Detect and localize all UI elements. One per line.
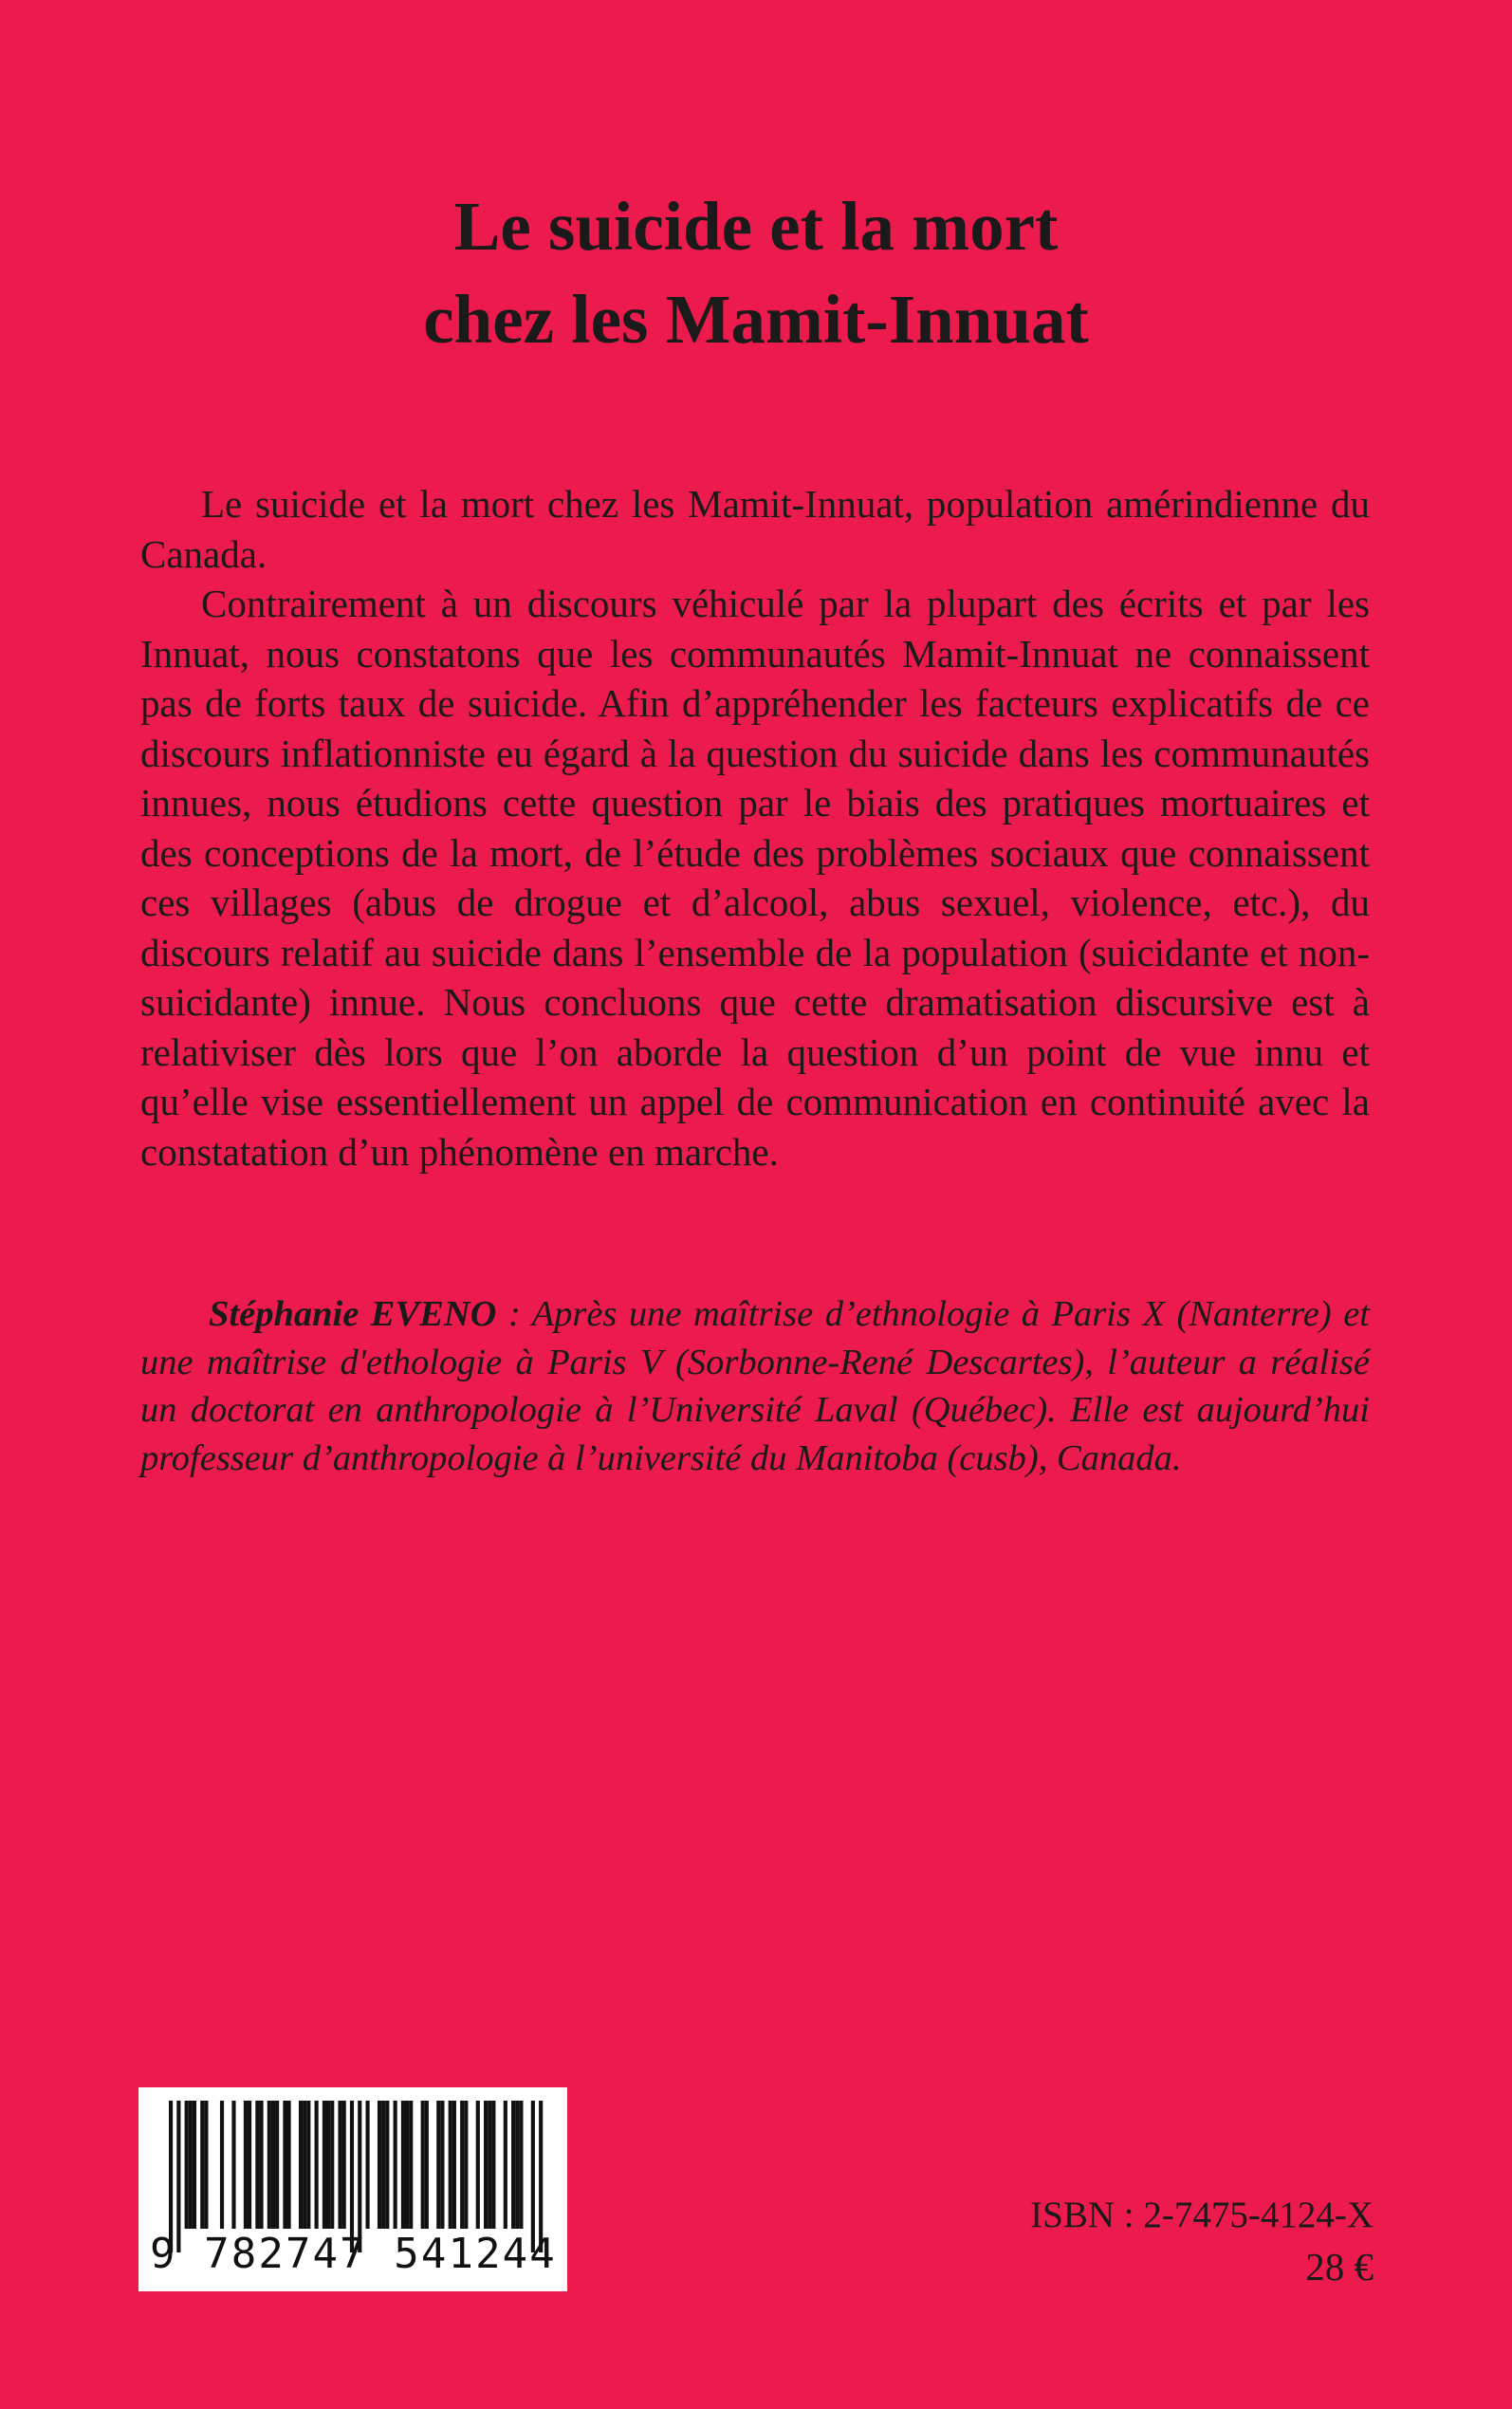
barcode-bar bbox=[299, 2101, 303, 2229]
book-title-line-2: chez les Mamit-Innuat bbox=[423, 281, 1089, 358]
barcode-bar bbox=[220, 2101, 224, 2229]
barcode-bar bbox=[315, 2101, 319, 2229]
barcode-bar bbox=[338, 2101, 341, 2229]
barcode-bar bbox=[323, 2101, 326, 2229]
barcode-bar bbox=[421, 2101, 425, 2229]
barcode-digits: 9 782747 541244 bbox=[150, 2230, 557, 2278]
barcode-bar bbox=[204, 2101, 208, 2229]
barcode-bar bbox=[511, 2101, 515, 2229]
barcode-bar bbox=[385, 2101, 389, 2229]
book-title bbox=[0, 180, 1512, 366]
barcode-bar bbox=[460, 2101, 464, 2229]
barcode-bar bbox=[193, 2101, 196, 2229]
author-bio bbox=[140, 1290, 1370, 1482]
barcode bbox=[138, 2087, 567, 2291]
barcode-bar bbox=[303, 2101, 306, 2229]
barcode-bar bbox=[401, 2101, 405, 2229]
barcode-bar bbox=[515, 2101, 519, 2229]
barcode-bar bbox=[248, 2101, 251, 2229]
barcode-bar bbox=[259, 2101, 263, 2229]
barcode-bar bbox=[271, 2101, 275, 2229]
barcode-bar bbox=[452, 2101, 456, 2229]
barcode-bar bbox=[449, 2101, 452, 2229]
isbn: ISBN : 2-7475-4124-X bbox=[1030, 2195, 1374, 2235]
author-name: Stéphanie EVENO bbox=[209, 1294, 497, 1334]
barcode-bar bbox=[378, 2101, 381, 2229]
barcode-bar bbox=[185, 2101, 189, 2229]
barcode-bar bbox=[436, 2101, 440, 2229]
summary-paragraph-2: Contrairement à un discours véhiculé par la plupart des écrits et par les Innuat, nous constatons que les communautés Mamit-Innuat ne connaissent pas de forts taux de suicide. Afin d’appréhender les facteurs explicatifs de ce discours inflationniste eu égard à la question du suicide dans les communautés innues, nous étudions cette question par le biais des pratiques mortuaires et des conceptions de la mort, de l’étude des problèmes sociaux que connaissent ces villages (abus de drogue et d’alcool, abus sexuel, violence, etc.), du discours relatif au suicide dans l’ensemble de la population (suicidante et non-suicidante) innue. Nous concluons que cette dramatisation discursive est à relativiser dès lors que l’on aborde la question d’un point de vue innu et qu’elle vise essentiellement un appel de communication en continuité avec la constatation d’un phénomène en marche. bbox=[140, 582, 1370, 1174]
barcode-bar bbox=[491, 2101, 495, 2229]
book-title-line-1: Le suicide et la mort bbox=[453, 188, 1059, 265]
barcode-bar bbox=[287, 2101, 291, 2229]
summary bbox=[140, 479, 1370, 1177]
barcode-bar bbox=[231, 2101, 235, 2229]
barcode-bar bbox=[484, 2101, 488, 2229]
barcode-bar bbox=[394, 2101, 397, 2229]
barcode-bar bbox=[504, 2101, 507, 2229]
barcode-bar bbox=[381, 2101, 385, 2229]
barcode-bar bbox=[200, 2101, 204, 2229]
barcode-bar bbox=[409, 2101, 413, 2229]
price: 28 € bbox=[1305, 2245, 1374, 2289]
barcode-bar bbox=[342, 2101, 346, 2229]
barcode-bar bbox=[306, 2101, 310, 2229]
barcode-bar bbox=[255, 2101, 259, 2229]
barcode-bar bbox=[267, 2101, 271, 2229]
barcode-bar bbox=[488, 2101, 491, 2229]
barcode-bar bbox=[189, 2101, 193, 2229]
summary-paragraph-1: Le suicide et la mort chez les Mamit-Innuat, population amérindienne du Canada. bbox=[140, 482, 1370, 576]
barcode-bar bbox=[476, 2101, 480, 2229]
barcode-bar bbox=[283, 2101, 286, 2229]
barcode-bar bbox=[405, 2101, 409, 2229]
author-bio-paragraph bbox=[140, 1290, 1370, 1482]
barcode-bar bbox=[244, 2101, 248, 2229]
barcode-bar bbox=[326, 2101, 330, 2229]
barcode-bar bbox=[275, 2101, 279, 2229]
barcode-bar bbox=[519, 2101, 523, 2229]
barcode-bar bbox=[440, 2101, 444, 2229]
barcode-bar bbox=[366, 2101, 370, 2229]
author-bio-text: : Après une maîtrise d’ethnologie à Paris X (Nanterre) et une maîtrise d'ethologie à Paris V (Sorbonne-René Descartes), l’auteur a réalisé un doctorat en anthropologie à l’Université Laval (Québec). Elle est aujourd’hui professeur d’anthropologie à l’université du Manitoba (cusb), Canada. bbox=[140, 1294, 1370, 1478]
barcode-bar bbox=[464, 2101, 468, 2229]
barcode-bar bbox=[330, 2101, 334, 2229]
barcode-bar bbox=[425, 2101, 429, 2229]
